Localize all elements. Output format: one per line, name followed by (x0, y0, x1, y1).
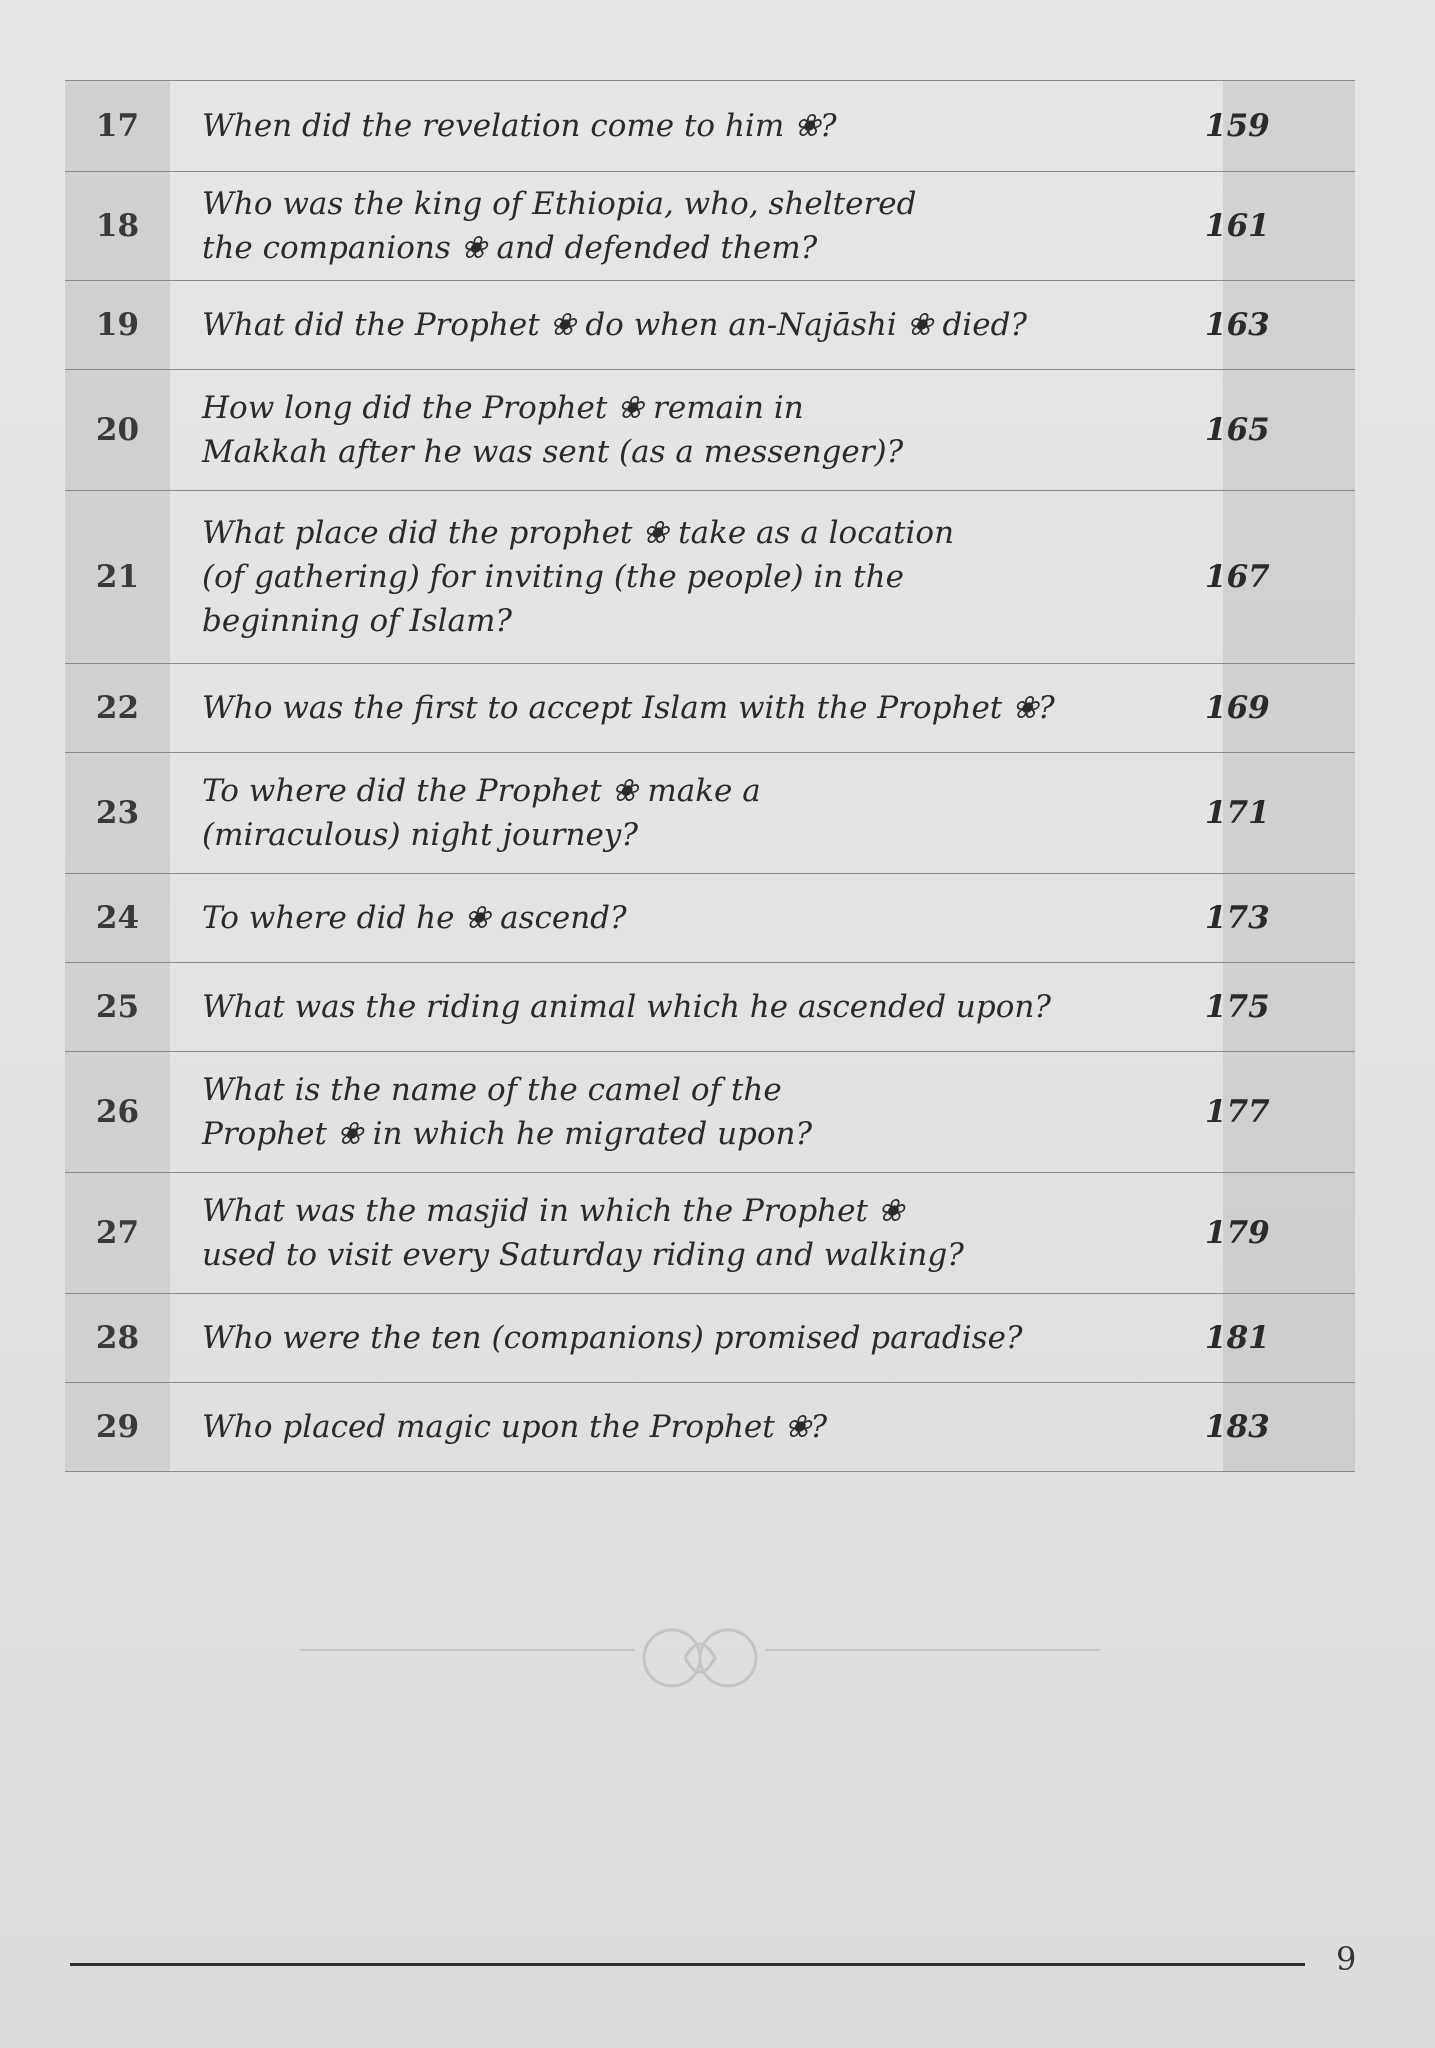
toc-question-line: used to visit every Saturday riding and walking? (202, 1237, 964, 1273)
toc-row (65, 1052, 1355, 1173)
toc-number: 24 (65, 874, 170, 962)
toc-question-line: Prophet ❀ in which he migrated upon? (202, 1116, 813, 1152)
toc-question (170, 1304, 1115, 1372)
toc-row (65, 370, 1355, 491)
toc-page-number: 169 (1115, 664, 1355, 752)
toc-row (65, 963, 1355, 1052)
toc-question-line: What did the Prophet ❀ do when an-Najāshi ❀ died? (202, 307, 1028, 343)
toc-page-number: 175 (1115, 963, 1355, 1051)
toc-row (65, 1173, 1355, 1294)
toc-question-line: When did the revelation come to him ❀? (202, 108, 837, 144)
toc-question-line: What was the riding animal which he ascended upon? (202, 989, 1051, 1025)
toc-question (170, 170, 1115, 282)
toc-number: 23 (65, 753, 170, 873)
page-number: 9 (1336, 1940, 1357, 1978)
toc-page-number: 177 (1115, 1052, 1355, 1172)
toc-number: 21 (65, 491, 170, 663)
toc-question (170, 92, 1115, 160)
toc-page-number: 165 (1115, 370, 1355, 490)
toc-row (65, 281, 1355, 370)
toc-row (65, 81, 1355, 172)
toc-page-number: 179 (1115, 1173, 1355, 1293)
toc-number: 25 (65, 963, 170, 1051)
toc-number: 17 (65, 81, 170, 171)
toc-question-line: To where did the Prophet ❀ make a (202, 773, 761, 809)
toc-question (170, 499, 1115, 655)
toc-row (65, 172, 1355, 281)
toc-question-line: What is the name of the camel of the (202, 1072, 782, 1108)
toc-page-number: 173 (1115, 874, 1355, 962)
toc-page-number: 183 (1115, 1383, 1355, 1471)
toc-question-line: Makkah after he was sent (as a messenger)? (202, 434, 904, 470)
toc-question-line: Who were the ten (companions) promised paradise? (202, 1320, 1023, 1356)
toc-question (170, 1177, 1115, 1289)
footer-rule (70, 1963, 1305, 1966)
toc-row (65, 664, 1355, 753)
table-of-contents (65, 80, 1355, 1472)
toc-page-number: 171 (1115, 753, 1355, 873)
toc-question-line: Who was the first to accept Islam with the Prophet ❀? (202, 690, 1055, 726)
toc-question-line: the companions ❀ and defended them? (202, 230, 818, 266)
toc-question (170, 1056, 1115, 1168)
toc-number: 19 (65, 281, 170, 369)
toc-row (65, 753, 1355, 874)
toc-question-line: beginning of Islam? (202, 603, 513, 639)
toc-row (65, 491, 1355, 664)
toc-question-line: What was the masjid in which the Prophet ❀ (202, 1193, 904, 1229)
toc-number: 20 (65, 370, 170, 490)
toc-page-number: 161 (1115, 172, 1355, 280)
toc-question-line: To where did he ❀ ascend? (202, 900, 627, 936)
toc-question (170, 1393, 1115, 1461)
toc-question-line: (miraculous) night journey? (202, 817, 638, 853)
toc-number: 27 (65, 1173, 170, 1293)
toc-question (170, 674, 1115, 742)
toc-page-number: 167 (1115, 491, 1355, 663)
toc-question-line: (of gathering) for inviting (the people) in the (202, 559, 904, 595)
toc-page-number: 159 (1115, 81, 1355, 171)
toc-question-line: Who was the king of Ethiopia, who, sheltered (202, 186, 917, 222)
toc-number: 28 (65, 1294, 170, 1382)
toc-number: 26 (65, 1052, 170, 1172)
toc-row (65, 1383, 1355, 1472)
toc-question (170, 291, 1115, 359)
toc-question (170, 757, 1115, 869)
toc-question (170, 374, 1115, 486)
toc-question-line: How long did the Prophet ❀ remain in (202, 390, 804, 426)
ornament-divider (300, 1610, 1100, 1690)
toc-question-line: What place did the prophet ❀ take as a location (202, 515, 955, 551)
toc-number: 18 (65, 172, 170, 280)
toc-row (65, 1294, 1355, 1383)
toc-page-number: 181 (1115, 1294, 1355, 1382)
toc-question-line: Who placed magic upon the Prophet ❀? (202, 1409, 828, 1445)
toc-page-number: 163 (1115, 281, 1355, 369)
toc-number: 22 (65, 664, 170, 752)
toc-number: 29 (65, 1383, 170, 1471)
toc-question (170, 884, 1115, 952)
toc-row (65, 874, 1355, 963)
toc-question (170, 973, 1115, 1041)
